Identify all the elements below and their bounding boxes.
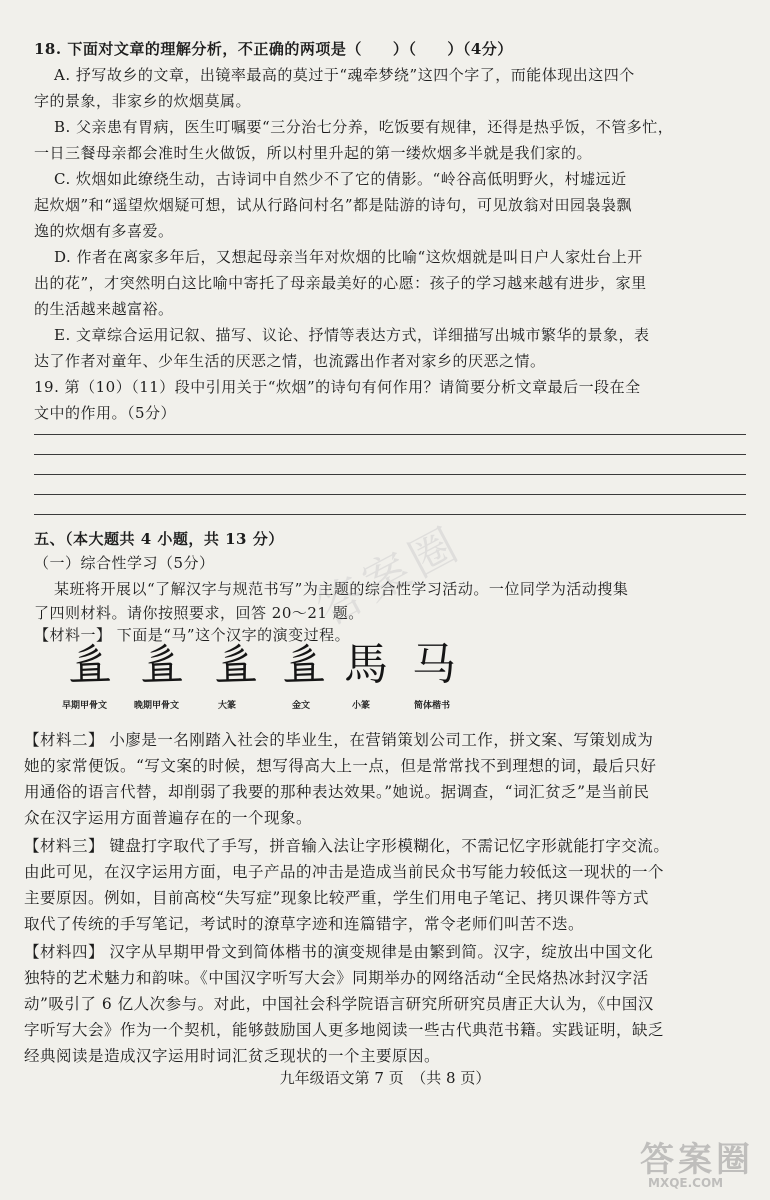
q18-stem: 18. 下面对文章的理解分析，不正确的两项是（ ）（ ）（4分）: [34, 40, 513, 58]
q18-option-d-line2: 出的花”，才突然明白这比喻中寄托了母亲最美好的心愿：孩子的学习越来越有进步，家里: [34, 274, 647, 292]
q19-line1: 19. 第（10）（11）段中引用关于“炊烟”的诗句有何作用？请简要分析文章最后一段在全: [34, 378, 641, 396]
material-4-line5: 经典阅读是造成汉字运用时词汇贫乏现状的一个主要原因。: [24, 1047, 441, 1065]
section-5-subtitle: （一）综合性学习（5分）: [34, 554, 215, 572]
q19-line2: 文中的作用。（5分）: [34, 404, 177, 422]
evolution-glyph-small-seal: 馬: [344, 639, 388, 690]
section-5-intro-line1: 某班将开展以“了解汉字与规范书写”为主题的综合性学习活动。一位同学为活动搜集: [54, 580, 629, 598]
evolution-glyph-bronze: 𢒉: [282, 639, 326, 690]
material-3-line4: 取代了传统的手写笔记，考试时的潦草字迹和连篇错字，常令老师们叫苦不迭。: [24, 915, 585, 933]
material-4-line1: 【材料四】 汉字从早期甲骨文到简体楷书的演变规律是由繁到简。汉字，绽放出中国文化: [24, 943, 654, 961]
material-2-line1: 【材料二】 小廖是一名刚踏入社会的毕业生，在营销策划公司工作，拼文案、写策划成为: [24, 731, 654, 749]
material-1-text: 【材料一】 下面是“马”这个汉字的演变过程。: [34, 626, 351, 644]
q18-option-c-line2: 起炊烟”和“遥望炊烟疑可想，试从行路问村名”都是陆游的诗句，可见放翁对田园袅袅飘: [34, 196, 633, 214]
evolution-glyph-late-oracle: 𢒉: [140, 639, 184, 690]
answer-line[interactable]: [34, 434, 746, 435]
site-logo-text: 答案圈: [640, 1140, 754, 1180]
q18-option-b-line1: B. 父亲患有胃病，医生叮嘱要“三分治七分养，吃饭要有规律，还得是热乎饭，不管多忙，: [54, 118, 674, 136]
answer-line[interactable]: [34, 474, 746, 475]
q18-option-c-line1: C. 炊烟如此缭绕生动，古诗词中自然少不了它的倩影。“岭谷高低明野火，村墟远近: [54, 170, 627, 188]
q18-option-a-line2: 字的景象，非家乡的炊烟莫属。: [34, 92, 252, 110]
answer-line[interactable]: [34, 494, 746, 495]
evolution-label: 简体楷书: [414, 701, 451, 711]
evolution-label: 金文: [292, 701, 311, 711]
q18-option-c-line3: 逸的炊烟有多喜爱。: [34, 222, 174, 240]
material-3-line3: 主要原因。例如，目前高校“失写症”现象比较严重，学生们用电子笔记、拷贝课件等方式: [24, 889, 649, 907]
q18-option-d-line3: 的生活越来越富裕。: [34, 300, 174, 318]
evolution-label: 晚期甲骨文: [134, 701, 180, 711]
evolution-glyph-simplified: 马: [412, 639, 456, 690]
answer-line[interactable]: [34, 514, 746, 515]
evolution-glyph-early-oracle: 𢒉: [68, 639, 112, 690]
section-5-title: 五、（本大题共 4 小题，共 13 分）: [34, 530, 284, 548]
material-2-line2: 她的家常便饭。“写文案的时候，想写得高大上一点，但是常常找不到理想的词，最后只好: [24, 757, 657, 775]
site-logo-url: MXQE.COM: [648, 1176, 724, 1190]
site-logo: [628, 1132, 768, 1196]
evolution-label: 早期甲骨文: [62, 701, 108, 711]
material-2-line3: 用通俗的语言代替，却削弱了我要的那种表达效果。”她说。据调查，“词汇贫乏”是当前民: [24, 783, 650, 801]
evolution-glyph-great-seal: 𢒉: [214, 639, 258, 690]
answer-line[interactable]: [34, 454, 746, 455]
watermark: 答案圈: [307, 515, 471, 637]
q18-option-b-line2: 一日三餐母亲都会准时生火做饭，所以村里升起的第一缕炊烟多半就是我们家的。: [34, 144, 593, 162]
page-footer: 九年级语文第 7 页 （共 8 页）: [279, 1069, 491, 1087]
material-4-line4: 字听写大会》作为一个契机，能够鼓励国人更多地阅读一些古代典范书籍。实践证明，缺乏: [24, 1021, 665, 1039]
q18-option-a-line1: A. 抒写故乡的文章，出镜率最高的莫过于“魂牵梦绕”这四个字了，而能体现出这四个: [54, 66, 635, 84]
material-3-line2: 由此可见，在汉字运用方面，电子产品的冲击是造成当前民众书写能力较低这一现状的一个: [24, 863, 665, 881]
material-4-line2: 独特的艺术魅力和韵味。《中国汉字听写大会》同期举办的网络活动“全民烙热冰封汉字活: [24, 969, 649, 987]
material-4-line3: 动”吸引了 6 亿人次参与。对此，中国社会科学院语言研究所研究员唐正大认为，《中国汉: [24, 995, 654, 1013]
evolution-label: 大篆: [218, 701, 237, 711]
material-3-line1: 【材料三】 键盘打字取代了手写，拼音输入法让字形模糊化，不需记忆字形就能打字交流。: [24, 837, 670, 855]
evolution-label: 小篆: [352, 701, 371, 711]
q18-option-e-line2: 达了作者对童年、少年生活的厌恶之情，也流露出作者对家乡的厌恶之情。: [34, 352, 546, 370]
material-2-line4: 众在汉字运用方面普遍存在的一个现象。: [24, 809, 313, 827]
section-5-intro-line2: 了四则材料。请你按照要求，回答 20～21 题。: [34, 604, 364, 622]
q18-option-d-line1: D. 作者在离家多年后，又想起母亲当年对炊烟的比喻“这炊烟就是叫日户人家灶台上开: [54, 248, 643, 266]
q18-option-e-line1: E. 文章综合运用记叙、描写、议论、抒情等表达方式，详细描写出城市繁华的景象，表: [54, 326, 650, 344]
